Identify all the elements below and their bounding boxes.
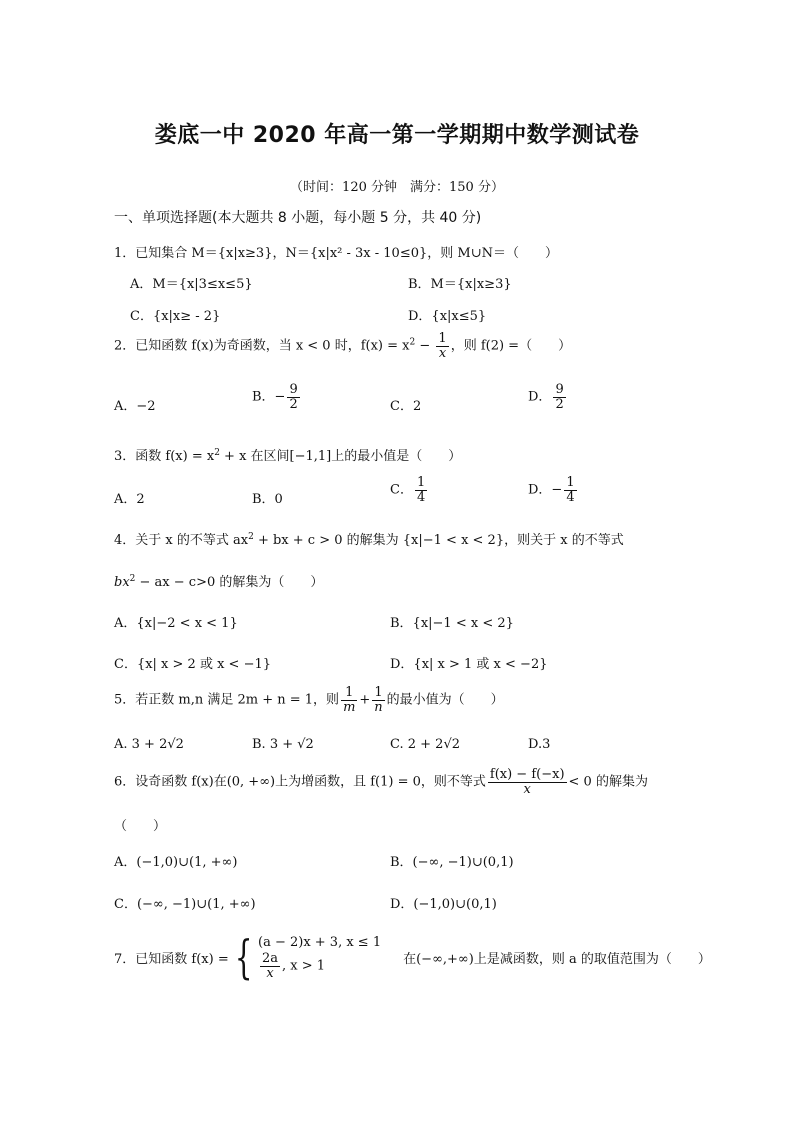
question-4-line2-pre: bx	[114, 575, 130, 590]
question-4-option-c: C．{x| x > 2 或 x < −1}	[114, 657, 272, 672]
question-2-option-b	[252, 383, 302, 411]
fraction-numerator: 1	[341, 686, 357, 701]
exam-subtitle: （时间：120 分钟 满分：150 分）	[290, 180, 504, 195]
option-d-prefix: D．	[528, 389, 552, 405]
question-3-stem-pre: 3．函数 f(x) = x	[114, 449, 215, 464]
question-6-stem-post: < 0 的解集为	[568, 774, 648, 790]
question-3-option-b: B．0	[252, 492, 283, 507]
option-b-prefix: B．−	[252, 389, 286, 405]
question-6-option-d: D．(−1,0)∪(0,1)	[390, 897, 497, 912]
question-7-stem	[114, 930, 711, 985]
question-2-stem-pre: 2．已知函数 f(x)为奇函数，当 x < 0 时，f(x) = x	[114, 338, 410, 354]
question-3-stem	[114, 445, 461, 464]
question-2-exponent: 2	[409, 337, 416, 348]
question-4-line2-post: − ax − c>0 的解集为（ ）	[135, 575, 324, 590]
question-7-stem-post: 在(−∞,+∞)上是减函数，则 a 的取值范围为（ ）	[403, 951, 711, 967]
fraction-denominator: n	[374, 699, 383, 715]
question-5-option-b: B. 3 + √2	[252, 737, 314, 752]
plus-sign: +	[359, 692, 371, 708]
fraction-numerator: 9	[289, 382, 298, 397]
fraction-numerator: 9	[555, 382, 564, 397]
question-7-stem-pre: 7．已知函数 f(x) =	[114, 951, 229, 967]
question-6-stem	[114, 768, 648, 796]
question-3-option-a: A．2	[114, 492, 145, 507]
question-5-stem	[114, 686, 504, 714]
question-2-option-a: A．−2	[114, 399, 156, 414]
question-2-option-c: C．2	[390, 399, 422, 414]
question-1-option-c: C．{x|x≥ - 2}	[130, 309, 221, 324]
fraction-denominator: 2	[289, 396, 298, 412]
question-5-option-d: D.3	[528, 737, 551, 752]
question-3-option-d	[528, 476, 579, 504]
question-2-stem-mid: −	[415, 338, 431, 354]
fraction-denominator: x	[438, 345, 447, 361]
fraction-numerator: 1	[416, 475, 426, 490]
question-5-stem-post: 的最小值为（ ）	[386, 692, 504, 708]
question-6-option-b: B．(−∞, −1)∪(0,1)	[390, 855, 514, 870]
piecewise-case-1: (a − 2)x + 3, x ≤ 1	[258, 935, 382, 950]
question-4-option-a: A．{x|−2 < x < 1}	[114, 616, 238, 631]
question-6-stem-line2: （ ）	[114, 819, 167, 834]
fraction-numerator: 2a	[262, 951, 279, 967]
question-4-stem	[114, 529, 624, 548]
section-heading: 一、单项选择题(本大题共 8 小题，每小题 5 分，共 40 分)	[114, 210, 482, 226]
question-4-line2-exponent: 2	[129, 574, 136, 584]
option-d-prefix: D．−	[528, 482, 563, 498]
question-4-option-d: D．{x| x > 1 或 x < −2}	[390, 657, 548, 672]
fraction-denominator: m	[343, 699, 356, 715]
option-c-prefix: C．	[390, 482, 413, 498]
exam-title: 娄底一中 2020 年高一第一学期期中数学测试卷	[154, 123, 640, 148]
question-4-stem-pre: 4．关于 x 的不等式 ax	[114, 533, 249, 548]
fraction-denominator: x	[523, 781, 531, 797]
fraction-numerator: 1	[566, 475, 575, 490]
question-5-stem-pre: 5．若正数 m,n 满足 2m + n = 1，则	[114, 692, 340, 708]
question-6-option-c: C．(−∞, −1)∪(1, +∞)	[114, 897, 256, 912]
question-4-exponent: 2	[248, 532, 254, 542]
fraction-denominator: 4	[416, 489, 426, 505]
fraction-denominator: 4	[566, 489, 575, 505]
question-4-option-b: B．{x|−1 < x < 2}	[390, 616, 514, 631]
question-6-stem-pre: 6．设奇函数 f(x)在(0, +∞)上为增函数，且 f(1) = 0，则不等式	[114, 774, 486, 790]
question-6-option-a: A．(−1,0)∪(1, +∞)	[114, 855, 238, 870]
fraction-denominator: 2	[555, 396, 564, 412]
question-3-stem-post: + x 在区间[−1,1]上的最小值是（ ）	[219, 449, 462, 464]
question-2-stem-post: ，则 f(2) =（ ）	[450, 338, 572, 354]
piecewise-cases	[258, 934, 381, 980]
question-4-stem-line2	[114, 571, 323, 590]
fraction-denominator: x	[266, 965, 274, 981]
question-1-option-a: A．M＝{x|3≤x≤5}	[130, 277, 253, 292]
question-2-stem	[114, 332, 571, 360]
question-1-option-b: B．M＝{x|x≥3}	[408, 277, 512, 292]
question-1-stem: 1．已知集合 M＝{x|x≥3}，N＝{x|x² - 3x - 10≤0}，则 M∪N＝（ ）	[114, 246, 558, 261]
piecewise-brace-icon: {	[234, 930, 253, 985]
question-3-exponent: 2	[214, 448, 220, 458]
fraction-numerator: 1	[438, 331, 447, 346]
fraction-numerator: f(x) − f(−x)	[489, 767, 565, 782]
question-2-option-d	[528, 383, 568, 411]
piecewise-case-2-condition: , x > 1	[282, 958, 326, 974]
question-5-option-a: A. 3 + 2√2	[114, 737, 184, 752]
question-5-option-c: C. 2 + 2√2	[390, 737, 461, 752]
question-1-option-d: D．{x|x≤5}	[408, 309, 487, 324]
piecewise-case-2	[258, 952, 381, 980]
question-3-option-c	[390, 476, 429, 504]
question-2-fraction	[436, 332, 448, 360]
fraction-numerator: 1	[372, 686, 384, 701]
question-4-stem-post: + bx + c > 0 的解集为 {x|−1 < x < 2}，则关于 x 的不等式	[253, 533, 624, 548]
